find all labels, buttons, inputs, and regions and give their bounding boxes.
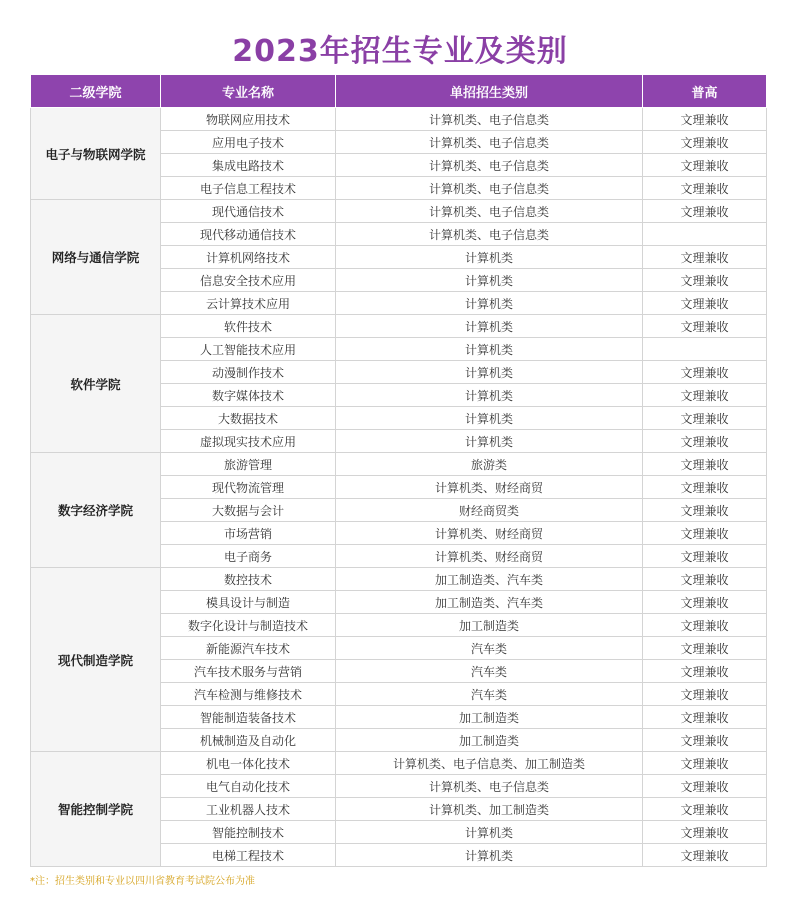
major-name: 工业机器人技术 [161,798,336,821]
general-high-policy: 文理兼收 [643,200,767,223]
major-name: 电气自动化技术 [161,775,336,798]
general-high-policy: 文理兼收 [643,177,767,200]
major-name: 数控技术 [161,568,336,591]
admissions-table [30,74,767,867]
table-body [31,108,767,867]
major-name: 集成电路技术 [161,154,336,177]
admission-category: 计算机类、财经商贸 [336,545,643,568]
admission-category: 计算机类 [336,292,643,315]
major-name: 物联网应用技术 [161,108,336,131]
general-high-policy: 文理兼收 [643,798,767,821]
general-high-policy: 文理兼收 [643,269,767,292]
admission-category: 计算机类 [336,269,643,292]
general-high-policy: 文理兼收 [643,430,767,453]
footnote: *注：招生类别和专业以四川省教育考试院公布为准 [30,876,255,887]
admission-category: 计算机类 [336,407,643,430]
major-name: 机械制造及自动化 [161,729,336,752]
admission-category: 计算机类、电子信息类 [336,154,643,177]
admission-category: 计算机类 [336,315,643,338]
admission-category: 计算机类、电子信息类、加工制造类 [336,752,643,775]
major-name: 动漫制作技术 [161,361,336,384]
major-name: 虚拟现实技术应用 [161,430,336,453]
major-name: 旅游管理 [161,453,336,476]
general-high-policy: 文理兼收 [643,683,767,706]
admission-category: 计算机类 [336,338,643,361]
major-name: 汽车检测与维修技术 [161,683,336,706]
general-high-policy: 文理兼收 [643,292,767,315]
admission-category: 计算机类 [336,384,643,407]
admission-category: 汽车类 [336,660,643,683]
table-row [31,108,767,131]
table-header-row [31,75,767,108]
college-name: 软件学院 [31,315,161,453]
college-name: 电子与物联网学院 [31,108,161,200]
admission-category: 加工制造类、汽车类 [336,568,643,591]
admission-category: 计算机类、电子信息类 [336,177,643,200]
general-high-policy: 文理兼收 [643,660,767,683]
admission-category: 财经商贸类 [336,499,643,522]
major-name: 电梯工程技术 [161,844,336,867]
major-name: 数字媒体技术 [161,384,336,407]
admission-category: 汽车类 [336,683,643,706]
admission-category: 计算机类、财经商贸 [336,522,643,545]
admission-category: 计算机类 [336,361,643,384]
major-name: 市场营销 [161,522,336,545]
admission-category: 计算机类 [336,844,643,867]
college-name: 智能控制学院 [31,752,161,867]
major-name: 现代移动通信技术 [161,223,336,246]
major-name: 模具设计与制造 [161,591,336,614]
general-high-policy: 文理兼收 [643,476,767,499]
college-name: 网络与通信学院 [31,200,161,315]
admission-category: 汽车类 [336,637,643,660]
header-general-high: 普高 [643,75,767,108]
general-high-policy: 文理兼收 [643,361,767,384]
header-college: 二级学院 [31,75,161,108]
general-high-policy: 文理兼收 [643,499,767,522]
major-name: 新能源汽车技术 [161,637,336,660]
admission-category: 计算机类 [336,430,643,453]
general-high-policy: 文理兼收 [643,246,767,269]
general-high-policy: 文理兼收 [643,315,767,338]
admission-category: 计算机类 [336,246,643,269]
general-high-policy: 文理兼收 [643,407,767,430]
major-name: 软件技术 [161,315,336,338]
general-high-policy: 文理兼收 [643,131,767,154]
major-name: 计算机网络技术 [161,246,336,269]
general-high-policy [643,338,767,361]
major-name: 智能控制技术 [161,821,336,844]
general-high-policy: 文理兼收 [643,522,767,545]
page-title: 2023年招生专业及类别 [232,34,568,69]
admission-category: 计算机类、电子信息类 [336,131,643,154]
major-name: 人工智能技术应用 [161,338,336,361]
table-row [31,453,767,476]
admission-category: 计算机类、加工制造类 [336,798,643,821]
admission-category: 加工制造类 [336,729,643,752]
table-row [31,315,767,338]
major-name: 机电一体化技术 [161,752,336,775]
table-row [31,752,767,775]
major-name: 应用电子技术 [161,131,336,154]
general-high-policy: 文理兼收 [643,108,767,131]
general-high-policy: 文理兼收 [643,384,767,407]
header-category: 单招招生类别 [336,75,643,108]
major-name: 智能制造装备技术 [161,706,336,729]
general-high-policy: 文理兼收 [643,637,767,660]
header-major: 专业名称 [161,75,336,108]
major-name: 云计算技术应用 [161,292,336,315]
college-name: 现代制造学院 [31,568,161,752]
admission-category: 计算机类、财经商贸 [336,476,643,499]
admission-category: 计算机类、电子信息类 [336,775,643,798]
general-high-policy: 文理兼收 [643,591,767,614]
admission-category: 计算机类、电子信息类 [336,108,643,131]
college-name: 数字经济学院 [31,453,161,568]
general-high-policy: 文理兼收 [643,729,767,752]
major-name: 现代物流管理 [161,476,336,499]
general-high-policy: 文理兼收 [643,453,767,476]
general-high-policy: 文理兼收 [643,154,767,177]
major-name: 汽车技术服务与营销 [161,660,336,683]
major-name: 电子商务 [161,545,336,568]
general-high-policy: 文理兼收 [643,752,767,775]
general-high-policy [643,223,767,246]
admission-category: 旅游类 [336,453,643,476]
general-high-policy: 文理兼收 [643,775,767,798]
admission-category: 加工制造类、汽车类 [336,591,643,614]
admission-category: 计算机类、电子信息类 [336,200,643,223]
admission-category: 计算机类、电子信息类 [336,223,643,246]
major-name: 数字化设计与制造技术 [161,614,336,637]
table-row [31,568,767,591]
general-high-policy: 文理兼收 [643,706,767,729]
major-name: 电子信息工程技术 [161,177,336,200]
general-high-policy: 文理兼收 [643,821,767,844]
general-high-policy: 文理兼收 [643,614,767,637]
general-high-policy: 文理兼收 [643,545,767,568]
general-high-policy: 文理兼收 [643,844,767,867]
admission-category: 加工制造类 [336,614,643,637]
major-name: 信息安全技术应用 [161,269,336,292]
table-row [31,200,767,223]
admission-category: 计算机类 [336,821,643,844]
admission-category: 加工制造类 [336,706,643,729]
major-name: 大数据技术 [161,407,336,430]
general-high-policy: 文理兼收 [643,568,767,591]
major-name: 现代通信技术 [161,200,336,223]
major-name: 大数据与会计 [161,499,336,522]
